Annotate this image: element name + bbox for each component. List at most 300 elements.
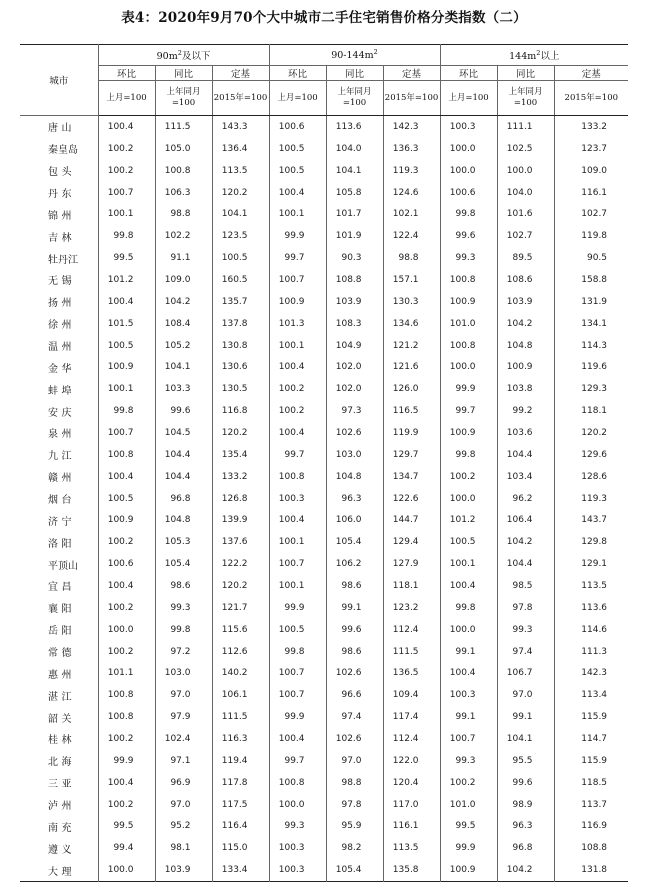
sub-header-mom: 环比 [440, 66, 497, 81]
index-value-large-yoy: 103.6 [497, 422, 554, 444]
index-value-medium-yoy: 96.6 [326, 684, 383, 706]
index-value-medium-fixed: 112.4 [383, 728, 440, 750]
index-value-small-fixed: 160.5 [212, 269, 269, 291]
index-value-large-mom: 99.8 [440, 444, 497, 466]
index-value-medium-yoy: 102.6 [326, 422, 383, 444]
index-value-large-mom: 99.8 [440, 203, 497, 225]
index-value-small-fixed: 117.5 [212, 794, 269, 816]
index-value-medium-yoy: 98.6 [326, 641, 383, 663]
index-value-small-fixed: 106.1 [212, 684, 269, 706]
index-value-large-yoy: 104.2 [497, 859, 554, 881]
index-value-medium-mom: 99.9 [269, 597, 326, 619]
city-name: 温州 [48, 342, 72, 354]
table-row [20, 291, 628, 313]
table-row [20, 160, 628, 182]
city-name: 三亚 [48, 779, 72, 791]
index-value-small-fixed: 137.8 [212, 313, 269, 335]
city-name: 蚌埠 [48, 385, 72, 397]
index-value-large-yoy: 104.2 [497, 531, 554, 553]
index-value-small-yoy: 91.1 [155, 247, 212, 269]
index-value-small-mom: 99.8 [98, 400, 155, 422]
index-value-medium-mom: 100.8 [269, 466, 326, 488]
index-value-large-yoy: 106.4 [497, 509, 554, 531]
index-value-small-fixed: 130.5 [212, 378, 269, 400]
city-name: 常德 [48, 648, 72, 660]
table-row [20, 750, 628, 772]
table-row [20, 269, 628, 291]
index-value-large-fixed: 129.6 [554, 444, 628, 466]
index-value-small-yoy: 104.1 [155, 356, 212, 378]
index-value-medium-fixed: 113.5 [383, 837, 440, 859]
table-row [20, 466, 628, 488]
index-value-large-yoy: 99.2 [497, 400, 554, 422]
index-value-medium-mom: 100.4 [269, 356, 326, 378]
base-header-yoy: 上年同月=100 [155, 81, 212, 116]
index-value-medium-yoy: 102.0 [326, 356, 383, 378]
city-name: 九江 [48, 451, 72, 463]
index-value-small-fixed: 100.5 [212, 247, 269, 269]
index-value-small-mom: 100.8 [98, 706, 155, 728]
index-value-medium-mom: 100.1 [269, 575, 326, 597]
index-value-medium-mom: 100.1 [269, 531, 326, 553]
index-value-medium-yoy: 108.3 [326, 313, 383, 335]
index-value-medium-fixed: 127.9 [383, 553, 440, 575]
index-value-large-fixed: 111.3 [554, 641, 628, 663]
index-value-large-yoy: 104.4 [497, 444, 554, 466]
index-value-medium-fixed: 102.1 [383, 203, 440, 225]
city-name: 平顶山 [48, 560, 78, 572]
index-value-medium-mom: 99.3 [269, 816, 326, 838]
index-value-large-yoy: 106.7 [497, 662, 554, 684]
index-value-small-fixed: 120.2 [212, 575, 269, 597]
index-value-small-fixed: 135.7 [212, 291, 269, 313]
index-value-large-mom: 101.0 [440, 313, 497, 335]
index-value-medium-yoy: 95.9 [326, 816, 383, 838]
base-header-mom: 上月=100 [98, 81, 155, 116]
index-value-small-yoy: 108.4 [155, 313, 212, 335]
index-value-small-yoy: 103.0 [155, 662, 212, 684]
city-name: 赣州 [48, 473, 72, 485]
index-value-small-yoy: 97.2 [155, 641, 212, 663]
index-value-large-mom: 100.7 [440, 728, 497, 750]
index-value-large-yoy: 100.9 [497, 356, 554, 378]
index-value-large-fixed: 158.8 [554, 269, 628, 291]
base-header-yoy: 上年同月=100 [497, 81, 554, 116]
index-value-large-fixed: 134.1 [554, 313, 628, 335]
index-value-medium-yoy: 102.6 [326, 662, 383, 684]
index-value-medium-mom: 99.7 [269, 247, 326, 269]
index-value-small-fixed: 133.2 [212, 466, 269, 488]
index-value-large-yoy: 99.6 [497, 772, 554, 794]
index-value-small-mom: 100.2 [98, 160, 155, 182]
index-value-medium-mom: 100.7 [269, 553, 326, 575]
index-value-medium-mom: 100.3 [269, 859, 326, 881]
index-value-large-yoy: 104.0 [497, 182, 554, 204]
index-value-medium-mom: 100.2 [269, 378, 326, 400]
table-row [20, 225, 628, 247]
index-value-large-mom: 99.3 [440, 750, 497, 772]
table-row [20, 313, 628, 335]
index-value-large-mom: 100.5 [440, 531, 497, 553]
index-value-small-mom: 100.1 [98, 203, 155, 225]
city-name: 包头 [48, 167, 72, 179]
index-value-medium-fixed: 122.6 [383, 488, 440, 510]
index-value-medium-fixed: 122.0 [383, 750, 440, 772]
index-value-small-mom: 100.2 [98, 597, 155, 619]
group-header-small [98, 45, 269, 66]
index-value-large-fixed: 129.1 [554, 553, 628, 575]
index-value-medium-fixed: 157.1 [383, 269, 440, 291]
sub-header-fixed-base: 定基 [383, 66, 440, 81]
index-value-medium-mom: 100.4 [269, 182, 326, 204]
sub-header-yoy: 同比 [155, 66, 212, 81]
index-value-large-mom: 100.0 [440, 138, 497, 160]
index-value-medium-yoy: 90.3 [326, 247, 383, 269]
index-value-small-fixed: 111.5 [212, 706, 269, 728]
index-value-large-yoy: 103.4 [497, 466, 554, 488]
index-value-medium-yoy: 97.3 [326, 400, 383, 422]
city-name: 桂林 [48, 735, 72, 747]
index-value-large-fixed: 109.0 [554, 160, 628, 182]
index-value-large-mom: 99.8 [440, 597, 497, 619]
index-value-large-yoy: 98.5 [497, 575, 554, 597]
index-value-medium-mom: 100.2 [269, 400, 326, 422]
index-value-small-mom: 100.2 [98, 794, 155, 816]
city-name: 南充 [48, 822, 72, 834]
index-value-large-mom: 100.4 [440, 575, 497, 597]
index-value-medium-yoy: 99.6 [326, 619, 383, 641]
index-value-large-mom: 99.3 [440, 247, 497, 269]
index-value-large-fixed: 119.6 [554, 356, 628, 378]
index-value-medium-mom: 100.7 [269, 684, 326, 706]
index-value-medium-yoy: 97.4 [326, 706, 383, 728]
index-value-large-yoy: 102.7 [497, 225, 554, 247]
index-value-small-mom: 101.1 [98, 662, 155, 684]
index-value-large-mom: 100.6 [440, 182, 497, 204]
index-value-medium-yoy: 103.0 [326, 444, 383, 466]
index-value-large-mom: 101.2 [440, 509, 497, 531]
index-value-medium-fixed: 112.4 [383, 619, 440, 641]
city-name: 泸州 [48, 801, 72, 813]
index-value-small-fixed: 113.5 [212, 160, 269, 182]
index-value-small-yoy: 97.0 [155, 794, 212, 816]
index-value-small-mom: 100.1 [98, 378, 155, 400]
group-header-large [440, 45, 628, 66]
index-value-small-mom: 100.4 [98, 466, 155, 488]
index-value-small-fixed: 143.3 [212, 116, 269, 138]
index-value-small-mom: 100.4 [98, 575, 155, 597]
index-value-small-mom: 100.7 [98, 182, 155, 204]
index-value-large-yoy: 95.5 [497, 750, 554, 772]
index-value-small-fixed: 117.8 [212, 772, 269, 794]
index-value-medium-yoy: 102.0 [326, 378, 383, 400]
index-value-small-mom: 101.2 [98, 269, 155, 291]
index-value-small-yoy: 105.0 [155, 138, 212, 160]
index-value-large-mom: 100.0 [440, 356, 497, 378]
index-value-large-mom: 99.7 [440, 400, 497, 422]
city-name: 唐山 [48, 123, 72, 135]
city-name: 牡丹江 [48, 254, 78, 266]
group-header-medium [269, 45, 440, 66]
group-header-large-sup: 2 [536, 48, 541, 57]
index-value-medium-fixed: 109.4 [383, 684, 440, 706]
city-name: 遵义 [48, 844, 72, 856]
table-row [20, 335, 628, 357]
index-value-small-yoy: 105.2 [155, 335, 212, 357]
index-value-medium-yoy: 104.9 [326, 335, 383, 357]
index-value-large-fixed: 119.3 [554, 488, 628, 510]
index-value-medium-mom: 100.6 [269, 116, 326, 138]
index-value-medium-yoy: 103.9 [326, 291, 383, 313]
index-value-large-mom: 100.8 [440, 269, 497, 291]
index-value-small-mom: 99.8 [98, 225, 155, 247]
index-value-medium-mom: 100.4 [269, 509, 326, 531]
index-value-large-mom: 99.5 [440, 816, 497, 838]
index-value-large-fixed: 108.8 [554, 837, 628, 859]
table-row [20, 116, 628, 138]
city-name: 金华 [48, 363, 72, 375]
index-value-medium-fixed: 118.1 [383, 575, 440, 597]
index-value-medium-yoy: 99.1 [326, 597, 383, 619]
table-body [20, 116, 628, 882]
index-value-medium-yoy: 105.4 [326, 531, 383, 553]
index-value-medium-mom: 99.9 [269, 225, 326, 247]
index-value-medium-mom: 100.3 [269, 837, 326, 859]
index-value-small-yoy: 99.6 [155, 400, 212, 422]
price-index-table [20, 44, 628, 882]
index-value-small-yoy: 104.4 [155, 444, 212, 466]
index-value-large-fixed: 131.8 [554, 859, 628, 881]
index-value-large-fixed: 119.8 [554, 225, 628, 247]
table-title: 表4：2020年9月70个大中城市二手住宅销售价格分类指数（二） [121, 10, 527, 26]
index-value-medium-fixed: 117.4 [383, 706, 440, 728]
table-row [20, 247, 628, 269]
index-value-large-fixed: 114.3 [554, 335, 628, 357]
city-column-header: 城市 [20, 45, 98, 116]
index-value-small-fixed: 120.2 [212, 182, 269, 204]
index-value-large-yoy: 101.6 [497, 203, 554, 225]
index-value-medium-fixed: 117.0 [383, 794, 440, 816]
index-value-large-fixed: 143.7 [554, 509, 628, 531]
index-value-small-mom: 99.5 [98, 816, 155, 838]
index-value-small-yoy: 98.8 [155, 203, 212, 225]
index-value-small-mom: 100.0 [98, 619, 155, 641]
index-value-large-fixed: 118.5 [554, 772, 628, 794]
table-row [20, 378, 628, 400]
index-value-small-fixed: 123.5 [212, 225, 269, 247]
index-value-medium-fixed: 123.2 [383, 597, 440, 619]
index-value-small-yoy: 100.8 [155, 160, 212, 182]
index-value-small-mom: 100.6 [98, 553, 155, 575]
index-value-large-yoy: 99.1 [497, 706, 554, 728]
base-header-mom: 上月=100 [269, 81, 326, 116]
index-value-small-mom: 100.2 [98, 531, 155, 553]
index-value-large-fixed: 129.8 [554, 531, 628, 553]
index-value-medium-fixed: 124.6 [383, 182, 440, 204]
index-value-medium-yoy: 105.8 [326, 182, 383, 204]
index-value-large-mom: 100.9 [440, 291, 497, 313]
index-value-small-fixed: 104.1 [212, 203, 269, 225]
index-value-medium-fixed: 121.2 [383, 335, 440, 357]
index-value-medium-fixed: 129.7 [383, 444, 440, 466]
table-row [20, 203, 628, 225]
index-value-medium-mom: 100.8 [269, 772, 326, 794]
index-value-small-yoy: 105.3 [155, 531, 212, 553]
index-value-large-yoy: 103.9 [497, 291, 554, 313]
city-name: 徐州 [48, 320, 72, 332]
index-value-large-mom: 100.0 [440, 160, 497, 182]
index-value-medium-mom: 99.7 [269, 750, 326, 772]
index-value-medium-yoy: 98.2 [326, 837, 383, 859]
base-header-fixed: 2015年=100 [554, 81, 628, 116]
sub-header-mom: 环比 [98, 66, 155, 81]
table-row [20, 422, 628, 444]
table-row [20, 575, 628, 597]
index-value-large-yoy: 108.6 [497, 269, 554, 291]
index-value-large-mom: 101.0 [440, 794, 497, 816]
table-row [20, 641, 628, 663]
index-value-small-fixed: 116.8 [212, 400, 269, 422]
index-value-large-mom: 100.4 [440, 662, 497, 684]
table-row [20, 553, 628, 575]
city-name: 洛阳 [48, 538, 72, 550]
index-value-small-mom: 100.8 [98, 444, 155, 466]
index-value-large-mom: 100.0 [440, 488, 497, 510]
sub-header-fixed-base: 定基 [212, 66, 269, 81]
index-value-medium-yoy: 98.6 [326, 575, 383, 597]
group-header-medium-sup: 2 [373, 47, 378, 56]
table-row [20, 816, 628, 838]
index-value-small-mom: 100.2 [98, 728, 155, 750]
index-value-medium-yoy: 98.8 [326, 772, 383, 794]
index-value-large-yoy: 97.0 [497, 684, 554, 706]
index-value-large-yoy: 98.9 [497, 794, 554, 816]
index-value-medium-fixed: 136.5 [383, 662, 440, 684]
index-value-small-fixed: 126.8 [212, 488, 269, 510]
table-row [20, 444, 628, 466]
index-value-small-fixed: 140.2 [212, 662, 269, 684]
index-value-large-fixed: 114.6 [554, 619, 628, 641]
index-value-large-mom: 99.1 [440, 706, 497, 728]
index-value-small-mom: 100.4 [98, 291, 155, 313]
index-value-medium-fixed: 130.3 [383, 291, 440, 313]
index-value-large-mom: 100.9 [440, 859, 497, 881]
index-value-medium-mom: 99.8 [269, 641, 326, 663]
group-header-small-suffix: 及以下 [181, 51, 211, 62]
index-value-medium-yoy: 106.0 [326, 509, 383, 531]
base-header-fixed: 2015年=100 [383, 81, 440, 116]
index-value-large-mom: 100.1 [440, 553, 497, 575]
index-value-small-yoy: 97.1 [155, 750, 212, 772]
index-value-large-fixed: 113.5 [554, 575, 628, 597]
index-value-medium-yoy: 105.4 [326, 859, 383, 881]
index-value-small-yoy: 104.8 [155, 509, 212, 531]
table-row [20, 684, 628, 706]
index-value-small-fixed: 115.6 [212, 619, 269, 641]
index-value-medium-fixed: 129.4 [383, 531, 440, 553]
index-value-small-yoy: 111.5 [155, 116, 212, 138]
index-value-large-mom: 99.6 [440, 225, 497, 247]
index-value-large-mom: 99.9 [440, 837, 497, 859]
index-value-small-yoy: 96.8 [155, 488, 212, 510]
index-value-small-yoy: 95.2 [155, 816, 212, 838]
index-value-medium-fixed: 120.4 [383, 772, 440, 794]
index-value-small-fixed: 137.6 [212, 531, 269, 553]
index-value-medium-fixed: 134.7 [383, 466, 440, 488]
table-row [20, 509, 628, 531]
index-value-small-yoy: 99.8 [155, 619, 212, 641]
index-value-small-fixed: 116.3 [212, 728, 269, 750]
table-row [20, 356, 628, 378]
index-value-medium-yoy: 102.6 [326, 728, 383, 750]
table-row [20, 662, 628, 684]
index-value-large-fixed: 113.6 [554, 597, 628, 619]
group-header-medium-prefix: 90-144m [331, 49, 374, 61]
base-header-yoy: 上年同月=100 [326, 81, 383, 116]
index-value-medium-yoy: 97.0 [326, 750, 383, 772]
city-name: 岳阳 [48, 626, 72, 638]
group-header-small-prefix: 90m [156, 51, 178, 62]
index-value-small-fixed: 120.2 [212, 422, 269, 444]
index-value-large-fixed: 142.3 [554, 662, 628, 684]
index-value-small-mom: 99.4 [98, 837, 155, 859]
index-value-small-fixed: 135.4 [212, 444, 269, 466]
index-value-small-mom: 100.9 [98, 509, 155, 531]
index-value-small-mom: 100.5 [98, 488, 155, 510]
index-value-medium-mom: 100.5 [269, 138, 326, 160]
index-value-medium-mom: 100.5 [269, 160, 326, 182]
index-value-medium-yoy: 106.2 [326, 553, 383, 575]
base-header-mom: 上月=100 [440, 81, 497, 116]
index-value-medium-yoy: 104.0 [326, 138, 383, 160]
index-value-large-mom: 99.1 [440, 641, 497, 663]
index-value-large-fixed: 118.1 [554, 400, 628, 422]
index-value-medium-yoy: 101.9 [326, 225, 383, 247]
index-value-medium-mom: 100.7 [269, 269, 326, 291]
city-name: 烟台 [48, 495, 72, 507]
index-value-medium-mom: 101.3 [269, 313, 326, 335]
index-value-large-fixed: 90.5 [554, 247, 628, 269]
group-header-large-suffix: 以上 [540, 51, 560, 62]
index-value-medium-fixed: 121.6 [383, 356, 440, 378]
index-value-large-mom: 100.0 [440, 619, 497, 641]
index-value-medium-yoy: 104.1 [326, 160, 383, 182]
table-row [20, 138, 628, 160]
index-value-medium-yoy: 113.6 [326, 116, 383, 138]
city-name: 扬州 [48, 298, 72, 310]
index-value-large-fixed: 115.9 [554, 750, 628, 772]
index-value-medium-fixed: 144.7 [383, 509, 440, 531]
index-value-small-yoy: 98.6 [155, 575, 212, 597]
index-value-medium-yoy: 108.8 [326, 269, 383, 291]
index-value-small-yoy: 105.4 [155, 553, 212, 575]
city-name: 大理 [48, 866, 72, 878]
city-name: 韶关 [48, 713, 72, 725]
index-value-small-mom: 100.2 [98, 138, 155, 160]
index-value-large-mom: 100.3 [440, 116, 497, 138]
index-value-medium-yoy: 104.8 [326, 466, 383, 488]
index-value-medium-fixed: 122.4 [383, 225, 440, 247]
index-value-medium-mom: 100.3 [269, 488, 326, 510]
index-value-medium-mom: 99.7 [269, 444, 326, 466]
index-value-medium-mom: 100.9 [269, 291, 326, 313]
index-value-small-yoy: 104.5 [155, 422, 212, 444]
index-value-large-fixed: 113.7 [554, 794, 628, 816]
table-row [20, 859, 628, 881]
table-row [20, 619, 628, 641]
index-value-large-mom: 100.2 [440, 772, 497, 794]
index-value-large-yoy: 104.8 [497, 335, 554, 357]
